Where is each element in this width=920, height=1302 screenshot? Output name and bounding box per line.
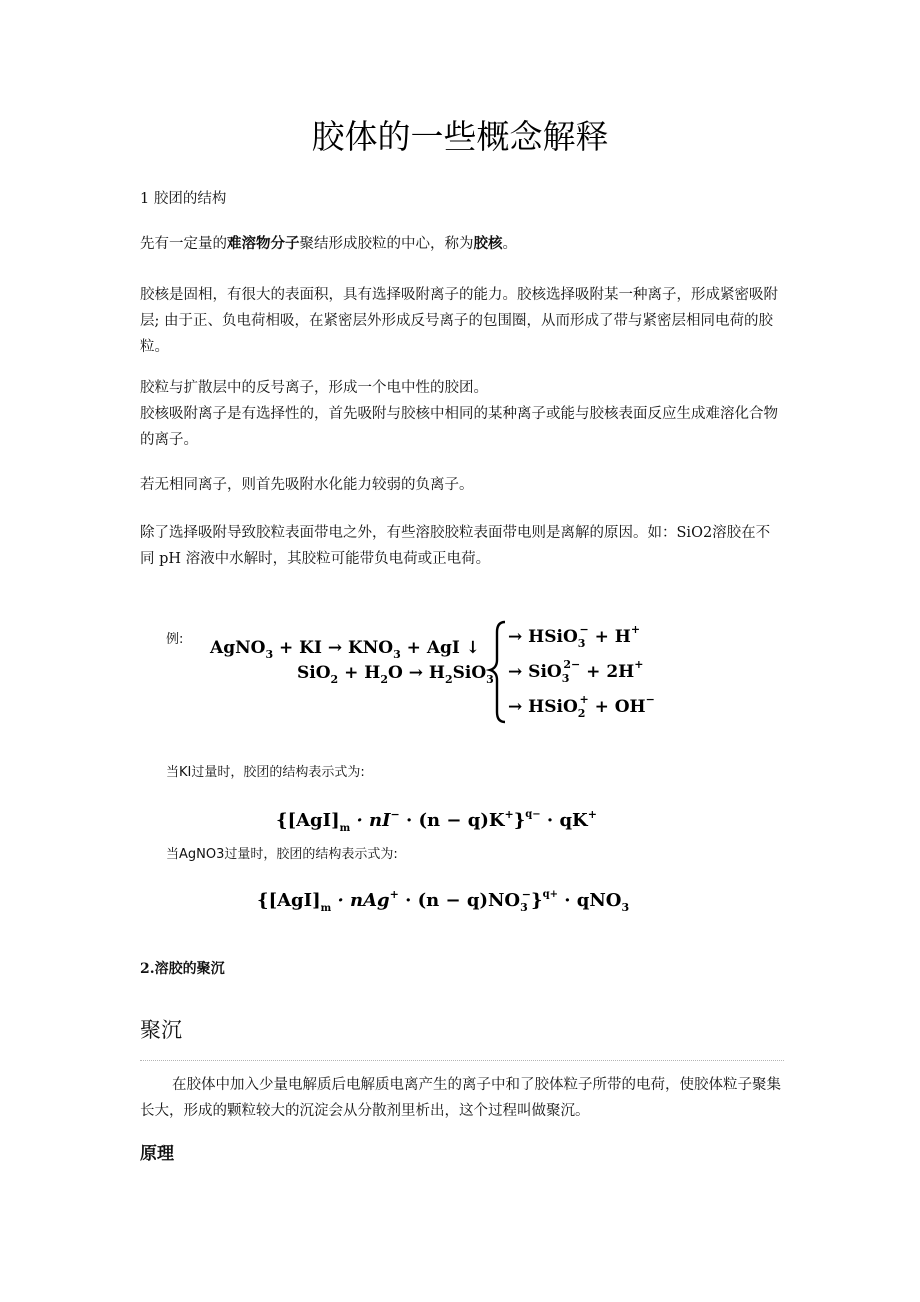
p1-bold-core: 胶核 [473, 235, 503, 252]
paragraph-adsorption: 胶核是固相，有很大的表面积，具有选择吸附离子的能力。胶核选择吸附某一种离子，形成紧密吸附层; 由于正、负电荷相吸，在紧密层外形成反号离子的包围圈，从而形成了带与紧密层相同电荷的胶粒。 [140, 287, 778, 355]
p1-bold-insoluble: 难溶物分子 [227, 235, 300, 252]
paragraph-dissociation: 除了选择吸附导致胶粒表面带电之外，有些溶胶胶粒表面带电则是离解的原因。如：SiO2溶胶在不同 pH 溶液中水解时，其胶粒可能带负电荷或正电荷。 [140, 525, 771, 567]
section-heading-2: 2.溶胶的聚沉 [140, 961, 225, 977]
p1-text-c: 聚结形成胶粒的中心，称为 [299, 236, 474, 252]
p3-line-b: 胶核吸附离子是有选择性的，首先吸附与胶核中相同的某种离子或能与胶核表面反应生成难溶化合物的离子。 [140, 406, 778, 448]
p1-text-e: 。 [502, 236, 517, 252]
branch-hsio3: → HSiO$_3$− + H+ [508, 623, 641, 650]
formula-agno3-excess: $\{[AgI]_m \cdot nAg^+ \cdot (n - q)NO_3-\}^{q+} \cdot qNO_3$ [257, 888, 630, 914]
dotted-divider [140, 1060, 784, 1061]
note-agno3-excess: 当AgNO3过量时，胶团的结构表示式为: [166, 847, 398, 862]
p1-text-a: 先有一定量的 [140, 236, 227, 252]
heading-aggregation: 聚沉 [140, 1018, 182, 1042]
section-heading-1: 1 胶团的结构 [140, 191, 227, 207]
equation-sio2-h2o: $SiO_2 + H_2O \to H_2SiO_3$ [297, 663, 494, 686]
branch-hsio2: → HSiO$_2$+ + OH− [508, 693, 655, 720]
heading-principle: 原理 [140, 1144, 174, 1164]
paragraph-aggregation: 在胶体中加入少量电解质后电解质电离产生的离子中和了胶体粒子所带的电荷，使胶体粒子聚集长大，形成的颗粒较大的沉淀会从分散剂里析出，这个过程叫做聚沉。 [140, 1077, 781, 1119]
note-ki-excess: 当KI过量时，胶团的结构表示式为: [166, 765, 365, 780]
paragraph-no-common-ion: 若无相同离子，则首先吸附水化能力较弱的负离子。 [140, 477, 474, 493]
branch-sio3: → SiO$_3$2− + 2H+ [508, 658, 644, 685]
page-title: 胶体的一些概念解释 [311, 117, 609, 156]
branch-brace [490, 622, 505, 722]
p3-line-a: 胶粒与扩散层中的反号离子，形成一个电中性的胶团。 [140, 380, 488, 396]
example-label: 例: [166, 632, 184, 647]
equation-agno3-ki: AgNO$_3$ + KI → $KNO_3$ + AgI ↓ [210, 638, 481, 661]
formula-ki-excess: $\{[AgI]_m \cdot nI^- \cdot (n - q)K^+\}^{q-} \cdot qK^+$ [276, 808, 597, 834]
